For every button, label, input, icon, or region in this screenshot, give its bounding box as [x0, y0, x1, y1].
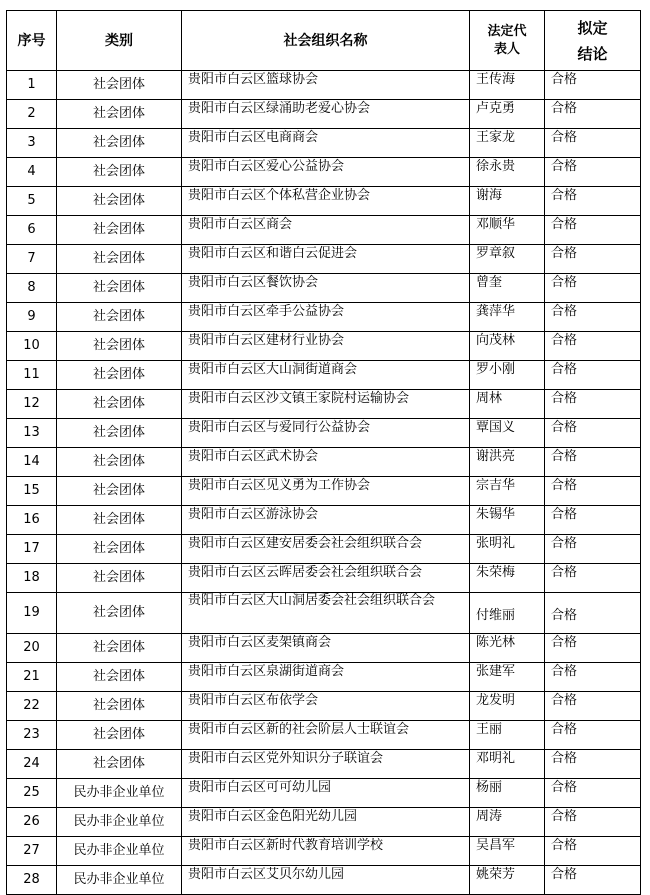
row-org-name-cell: 贵阳市白云区商会 — [182, 216, 470, 245]
table-row — [7, 361, 641, 390]
table-row — [7, 129, 641, 158]
row-legal-rep-cell: 覃国义 — [470, 419, 545, 448]
row-org-name-cell: 贵阳市白云区可可幼儿园 — [182, 779, 470, 808]
row-category-cell: 社会团体 — [57, 216, 182, 245]
row-no-cell: 4 — [7, 158, 57, 187]
row-category-cell: 社会团体 — [57, 506, 182, 535]
row-result-cell: 合格 — [545, 332, 641, 361]
row-org-name-cell: 贵阳市白云区大山洞居委会社会组织联合会 — [182, 593, 470, 634]
row-no-cell: 18 — [7, 564, 57, 593]
table-row — [7, 593, 641, 634]
row-legal-rep-cell: 杨丽 — [470, 779, 545, 808]
row-result-cell: 合格 — [545, 663, 641, 692]
row-category-cell: 社会团体 — [57, 129, 182, 158]
header-legal-rep-line2: 表人 — [493, 41, 520, 57]
row-category-cell: 社会团体 — [57, 187, 182, 216]
row-category-cell: 社会团体 — [57, 332, 182, 361]
row-legal-rep-cell: 宗吉华 — [470, 477, 545, 506]
header-category: 类别 — [57, 11, 182, 71]
row-no-cell: 15 — [7, 477, 57, 506]
row-result-cell: 合格 — [545, 303, 641, 332]
table-row — [7, 564, 641, 593]
row-result-cell: 合格 — [545, 448, 641, 477]
row-org-name-cell: 贵阳市白云区见义勇为工作协会 — [182, 477, 470, 506]
row-org-name-cell: 贵阳市白云区新时代教育培训学校 — [182, 837, 470, 866]
row-legal-rep-cell: 向茂林 — [470, 332, 545, 361]
table-row — [7, 187, 641, 216]
row-category-cell: 社会团体 — [57, 535, 182, 564]
row-no-cell: 12 — [7, 390, 57, 419]
table-row — [7, 750, 641, 779]
row-result-cell: 合格 — [545, 593, 641, 634]
row-result-cell: 合格 — [545, 390, 641, 419]
table-row — [7, 506, 641, 535]
row-result-cell: 合格 — [545, 187, 641, 216]
row-category-cell: 社会团体 — [57, 663, 182, 692]
row-result-cell: 合格 — [545, 634, 641, 663]
row-legal-rep-cell: 谢洪亮 — [470, 448, 545, 477]
row-result-cell: 合格 — [545, 158, 641, 187]
table-row — [7, 158, 641, 187]
header-legal-rep-line1: 法定代 — [487, 23, 527, 39]
row-legal-rep-cell: 徐永贵 — [470, 158, 545, 187]
header-result-line1: 拟定 — [577, 18, 608, 37]
row-result-cell: 合格 — [545, 721, 641, 750]
row-category-cell: 社会团体 — [57, 71, 182, 100]
row-legal-rep-cell: 谢海 — [470, 187, 545, 216]
row-category-cell: 社会团体 — [57, 390, 182, 419]
row-result-cell: 合格 — [545, 779, 641, 808]
table-row — [7, 390, 641, 419]
row-result-cell: 合格 — [545, 692, 641, 721]
row-result-cell: 合格 — [545, 245, 641, 274]
row-result-cell: 合格 — [545, 129, 641, 158]
row-no-cell: 10 — [7, 332, 57, 361]
row-no-cell: 21 — [7, 663, 57, 692]
table-row — [7, 419, 641, 448]
row-result-cell: 合格 — [545, 477, 641, 506]
row-no-cell: 16 — [7, 506, 57, 535]
table-row — [7, 837, 641, 866]
table-row — [7, 721, 641, 750]
row-category-cell: 社会团体 — [57, 750, 182, 779]
row-org-name-cell: 贵阳市白云区新的社会阶层人士联谊会 — [182, 721, 470, 750]
table-row — [7, 332, 641, 361]
row-legal-rep-cell: 吴昌军 — [470, 837, 545, 866]
row-result-cell: 合格 — [545, 506, 641, 535]
row-result-cell: 合格 — [545, 866, 641, 895]
row-legal-rep-cell: 周林 — [470, 390, 545, 419]
row-org-name-cell: 贵阳市白云区绿涌助老爱心协会 — [182, 100, 470, 129]
row-org-name-cell: 贵阳市白云区大山洞街道商会 — [182, 361, 470, 390]
table-header-row — [7, 11, 641, 71]
row-category-cell: 社会团体 — [57, 100, 182, 129]
row-no-cell: 14 — [7, 448, 57, 477]
row-result-cell: 合格 — [545, 564, 641, 593]
row-org-name-cell: 贵阳市白云区武术协会 — [182, 448, 470, 477]
row-legal-rep-cell: 邓明礼 — [470, 750, 545, 779]
row-result-cell: 合格 — [545, 100, 641, 129]
row-org-name-cell: 贵阳市白云区建材行业协会 — [182, 332, 470, 361]
row-no-cell: 3 — [7, 129, 57, 158]
table-row — [7, 100, 641, 129]
row-org-name-cell: 贵阳市白云区金色阳光幼儿园 — [182, 808, 470, 837]
row-legal-rep-cell: 朱锡华 — [470, 506, 545, 535]
row-category-cell: 社会团体 — [57, 721, 182, 750]
row-no-cell: 23 — [7, 721, 57, 750]
row-org-name-cell: 贵阳市白云区篮球协会 — [182, 71, 470, 100]
header-result — [545, 11, 641, 71]
row-legal-rep-cell: 龙发明 — [470, 692, 545, 721]
table-row — [7, 303, 641, 332]
header-result-line2: 结论 — [577, 44, 608, 63]
organization-assessment-table — [6, 10, 641, 895]
row-category-cell: 社会团体 — [57, 448, 182, 477]
table-row — [7, 274, 641, 303]
row-legal-rep-cell: 付维丽 — [470, 593, 545, 634]
row-category-cell: 社会团体 — [57, 634, 182, 663]
row-no-cell: 19 — [7, 593, 57, 634]
header-org-name: 社会组织名称 — [182, 11, 470, 71]
row-category-cell: 民办非企业单位 — [57, 779, 182, 808]
row-org-name-cell: 贵阳市白云区爱心公益协会 — [182, 158, 470, 187]
table-row — [7, 216, 641, 245]
row-org-name-cell: 贵阳市白云区沙文镇王家院村运输协会 — [182, 390, 470, 419]
row-legal-rep-cell: 罗章叙 — [470, 245, 545, 274]
row-org-name-cell: 贵阳市白云区泉湖街道商会 — [182, 663, 470, 692]
row-legal-rep-cell: 邓顺华 — [470, 216, 545, 245]
row-result-cell: 合格 — [545, 808, 641, 837]
row-category-cell: 民办非企业单位 — [57, 837, 182, 866]
row-org-name-cell: 贵阳市白云区餐饮协会 — [182, 274, 470, 303]
table-row — [7, 663, 641, 692]
row-org-name-cell: 贵阳市白云区布依学会 — [182, 692, 470, 721]
row-legal-rep-cell: 王传海 — [470, 71, 545, 100]
row-no-cell: 26 — [7, 808, 57, 837]
row-no-cell: 6 — [7, 216, 57, 245]
row-org-name-cell: 贵阳市白云区游泳协会 — [182, 506, 470, 535]
row-category-cell: 社会团体 — [57, 564, 182, 593]
row-no-cell: 27 — [7, 837, 57, 866]
row-result-cell: 合格 — [545, 71, 641, 100]
row-category-cell: 社会团体 — [57, 692, 182, 721]
row-no-cell: 13 — [7, 419, 57, 448]
row-result-cell: 合格 — [545, 419, 641, 448]
row-legal-rep-cell: 王丽 — [470, 721, 545, 750]
row-category-cell: 社会团体 — [57, 477, 182, 506]
row-legal-rep-cell: 周涛 — [470, 808, 545, 837]
row-no-cell: 7 — [7, 245, 57, 274]
row-category-cell: 民办非企业单位 — [57, 866, 182, 895]
table-row — [7, 779, 641, 808]
row-category-cell: 社会团体 — [57, 419, 182, 448]
row-org-name-cell: 贵阳市白云区与爱同行公益协会 — [182, 419, 470, 448]
row-legal-rep-cell: 陈光林 — [470, 634, 545, 663]
row-org-name-cell: 贵阳市白云区牵手公益协会 — [182, 303, 470, 332]
row-result-cell: 合格 — [545, 750, 641, 779]
row-legal-rep-cell: 罗小刚 — [470, 361, 545, 390]
table-row — [7, 692, 641, 721]
row-category-cell: 社会团体 — [57, 274, 182, 303]
table-row — [7, 71, 641, 100]
row-result-cell: 合格 — [545, 837, 641, 866]
row-no-cell: 8 — [7, 274, 57, 303]
row-no-cell: 20 — [7, 634, 57, 663]
row-result-cell: 合格 — [545, 535, 641, 564]
row-legal-rep-cell: 朱荣梅 — [470, 564, 545, 593]
row-result-cell: 合格 — [545, 216, 641, 245]
table-row — [7, 808, 641, 837]
table-row — [7, 448, 641, 477]
row-result-cell: 合格 — [545, 361, 641, 390]
row-legal-rep-cell: 卢克勇 — [470, 100, 545, 129]
row-org-name-cell: 贵阳市白云区个体私营企业协会 — [182, 187, 470, 216]
row-org-name-cell: 贵阳市白云区麦架镇商会 — [182, 634, 470, 663]
row-org-name-cell: 贵阳市白云区电商商会 — [182, 129, 470, 158]
row-category-cell: 社会团体 — [57, 303, 182, 332]
row-no-cell: 1 — [7, 71, 57, 100]
row-no-cell: 28 — [7, 866, 57, 895]
row-no-cell: 9 — [7, 303, 57, 332]
row-legal-rep-cell: 曾奎 — [470, 274, 545, 303]
table-row — [7, 866, 641, 895]
row-no-cell: 24 — [7, 750, 57, 779]
row-org-name-cell: 贵阳市白云区艾贝尔幼儿园 — [182, 866, 470, 895]
row-no-cell: 2 — [7, 100, 57, 129]
row-no-cell: 25 — [7, 779, 57, 808]
row-no-cell: 17 — [7, 535, 57, 564]
row-category-cell: 社会团体 — [57, 593, 182, 634]
header-no: 序号 — [7, 11, 57, 71]
row-category-cell: 社会团体 — [57, 361, 182, 390]
row-legal-rep-cell: 张建军 — [470, 663, 545, 692]
table-row — [7, 634, 641, 663]
row-legal-rep-cell: 张明礼 — [470, 535, 545, 564]
table-row — [7, 245, 641, 274]
row-category-cell: 社会团体 — [57, 245, 182, 274]
header-legal-rep — [470, 11, 545, 71]
row-category-cell: 民办非企业单位 — [57, 808, 182, 837]
row-no-cell: 11 — [7, 361, 57, 390]
table-row — [7, 535, 641, 564]
row-legal-rep-cell: 姚荣芳 — [470, 866, 545, 895]
table-row — [7, 477, 641, 506]
row-org-name-cell: 贵阳市白云区云晖居委会社会组织联合会 — [182, 564, 470, 593]
row-no-cell: 5 — [7, 187, 57, 216]
row-result-cell: 合格 — [545, 274, 641, 303]
row-no-cell: 22 — [7, 692, 57, 721]
row-org-name-cell: 贵阳市白云区党外知识分子联谊会 — [182, 750, 470, 779]
row-legal-rep-cell: 王家龙 — [470, 129, 545, 158]
row-org-name-cell: 贵阳市白云区和谐白云促进会 — [182, 245, 470, 274]
row-org-name-cell: 贵阳市白云区建安居委会社会组织联合会 — [182, 535, 470, 564]
row-legal-rep-cell: 龚萍华 — [470, 303, 545, 332]
row-category-cell: 社会团体 — [57, 158, 182, 187]
